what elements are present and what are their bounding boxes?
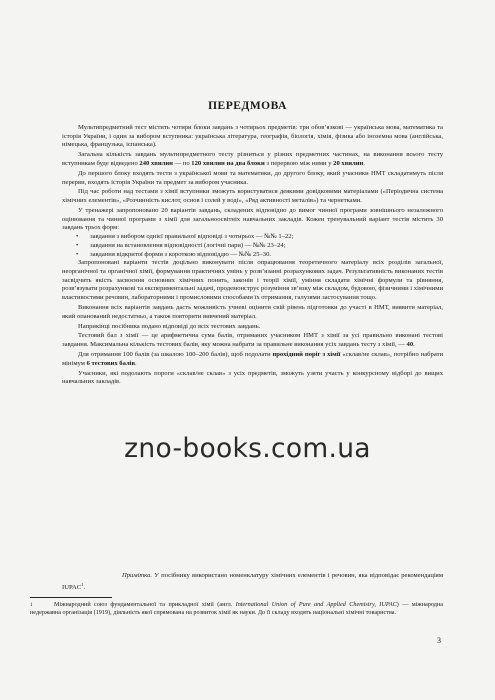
note-label: Примітка.: [122, 572, 153, 579]
paragraph-assessment: Виконання всіх варіантів завдань дасть можливість учневі оцінити свій рівень підготовки до участі в НМТ, виявити матеріал, який опанований недостатньо, а також повторити вивчений матеріал.: [62, 304, 443, 320]
paragraph-intro: Мультипредметний тест містить чотири блоки завдань з чотирьох предметів: три обов’язкові — українська мова, математика та історія України, і один за вибором вступника: українська література, географія, біологія, хімія, фізика або іноземна мова (англійська, німецька, французька, іспанська).: [62, 124, 443, 149]
list-item: • завдання відкритої форми з короткою відповіддю — №№ 25–30.: [62, 251, 443, 260]
paragraph-blocks: До першого блоку входять тести з української мови та математики, до другого блоку, який учасники НМТ складатимуть після перерви, входять історія України та предмет за вибором учасника.: [62, 169, 443, 186]
paragraph-usage: Запропоновані варіанти тестів доцільно виконувати після опрацювання теоретичного матеріалу всіх розділів загальної, неорганічної та органічної хімії, формування практичних умінь у розв’язанні розрахункових задач. Результативність виконаних тестів засвідчить якість засвоєння основних хімічних понять, законів і теорії хімії, уміння складати хімічні формули та рівняння, розв’язувати розрахункові та експериментальні задачі, продемонструє розуміння зв’язку між складом, будовою, фізичними і хімічними властивостями речовин, лабораторними і промисловими способами їх отримання, галузями застосування тощо.: [62, 259, 443, 302]
iupac-note: Примітка. У посібнику використано номенклатуру хімічних елементів і речовин, яка відповідає рекомендаціям IUPAC$^1$.: [62, 572, 443, 591]
preface-body: [62, 124, 443, 388]
task-forms-list: [62, 233, 443, 259]
footnote-ref: 1: [81, 581, 84, 587]
page-title: ПЕРЕДМОВА: [208, 100, 287, 112]
paragraph-answers: Наприкінці посібника подано відповіді до всіх тестових завдань.: [78, 322, 261, 330]
footnote-number: 1: [30, 602, 33, 608]
paragraph-threshold: Для отримання 100 балів (за шкалою 100–200 балів), щоб подолати прохідний поріг з хімії «склав/не склав», потрібно набрати мінімум 6 тестових балів.: [62, 351, 444, 367]
paragraph-variants: У тренажері запропоновано 20 варіантів завдань, складених відповідно до вимог чинної програми зовнішнього незалежного оцінювання та чинної програми з хімії для загальноосвітніх навчальних закладів. Кожен тренувальний варіант тестів містить 30 завдань трьох форм:: [62, 207, 443, 232]
page-number: 3: [437, 636, 441, 645]
list-item: • завдання на встановлення відповідності (логічні пари) — №№ 23–24;: [62, 242, 443, 251]
footnote: 1 Міжнародний союз фундаментальної та прикладної хімії (англ. International Union of Pure and Applied Chemistry, IUPAC) — міжнародна недержавна організація (1919), діяльність якої спрямована на розвиток хімії як науки. До її складу входять національні хімічні товариства.: [30, 601, 443, 617]
paragraph-materials: Під час роботи над тестами з хімії вступники зможуть користуватися деякими довідковими матеріалами («Періодична система хімічних елементів», «Розчинність кислот, основ і солей у воді», «Ряд активності металів») та чернетками.: [62, 188, 443, 205]
list-item: • завдання з вибором однієї правильної відповіді з чотирьох — №№ 1–22;: [62, 233, 443, 242]
paragraph-score: Тестовий бал з хімії — це арифметична сума балів, отриманих учасником НМТ з хімії за усі правильно виконані тестові завдання. Максимальна кількість тестових балів, яку можна набрати за правильне виконання усіх завдань тесту з хімії, — 40.: [62, 332, 443, 349]
paragraph-time: Загальна кількість завдань мультипредметного тесту різниться у різних предметних частинах, на виконання всього тесту вступникам буде відведено 240 хвилин — по 120 хвилин на два блоки з перервою між ними у 20 хвилин.: [62, 151, 443, 167]
footnote-divider: [30, 597, 112, 598]
paragraph-competition: Учасники, які подолають пороги «склав/не склав» з усіх предметів, зможуть узяти участь у конкурсному відборі до вищих навчальних закладів.: [62, 369, 443, 386]
watermark: zno-books.com.ua: [124, 433, 371, 464]
